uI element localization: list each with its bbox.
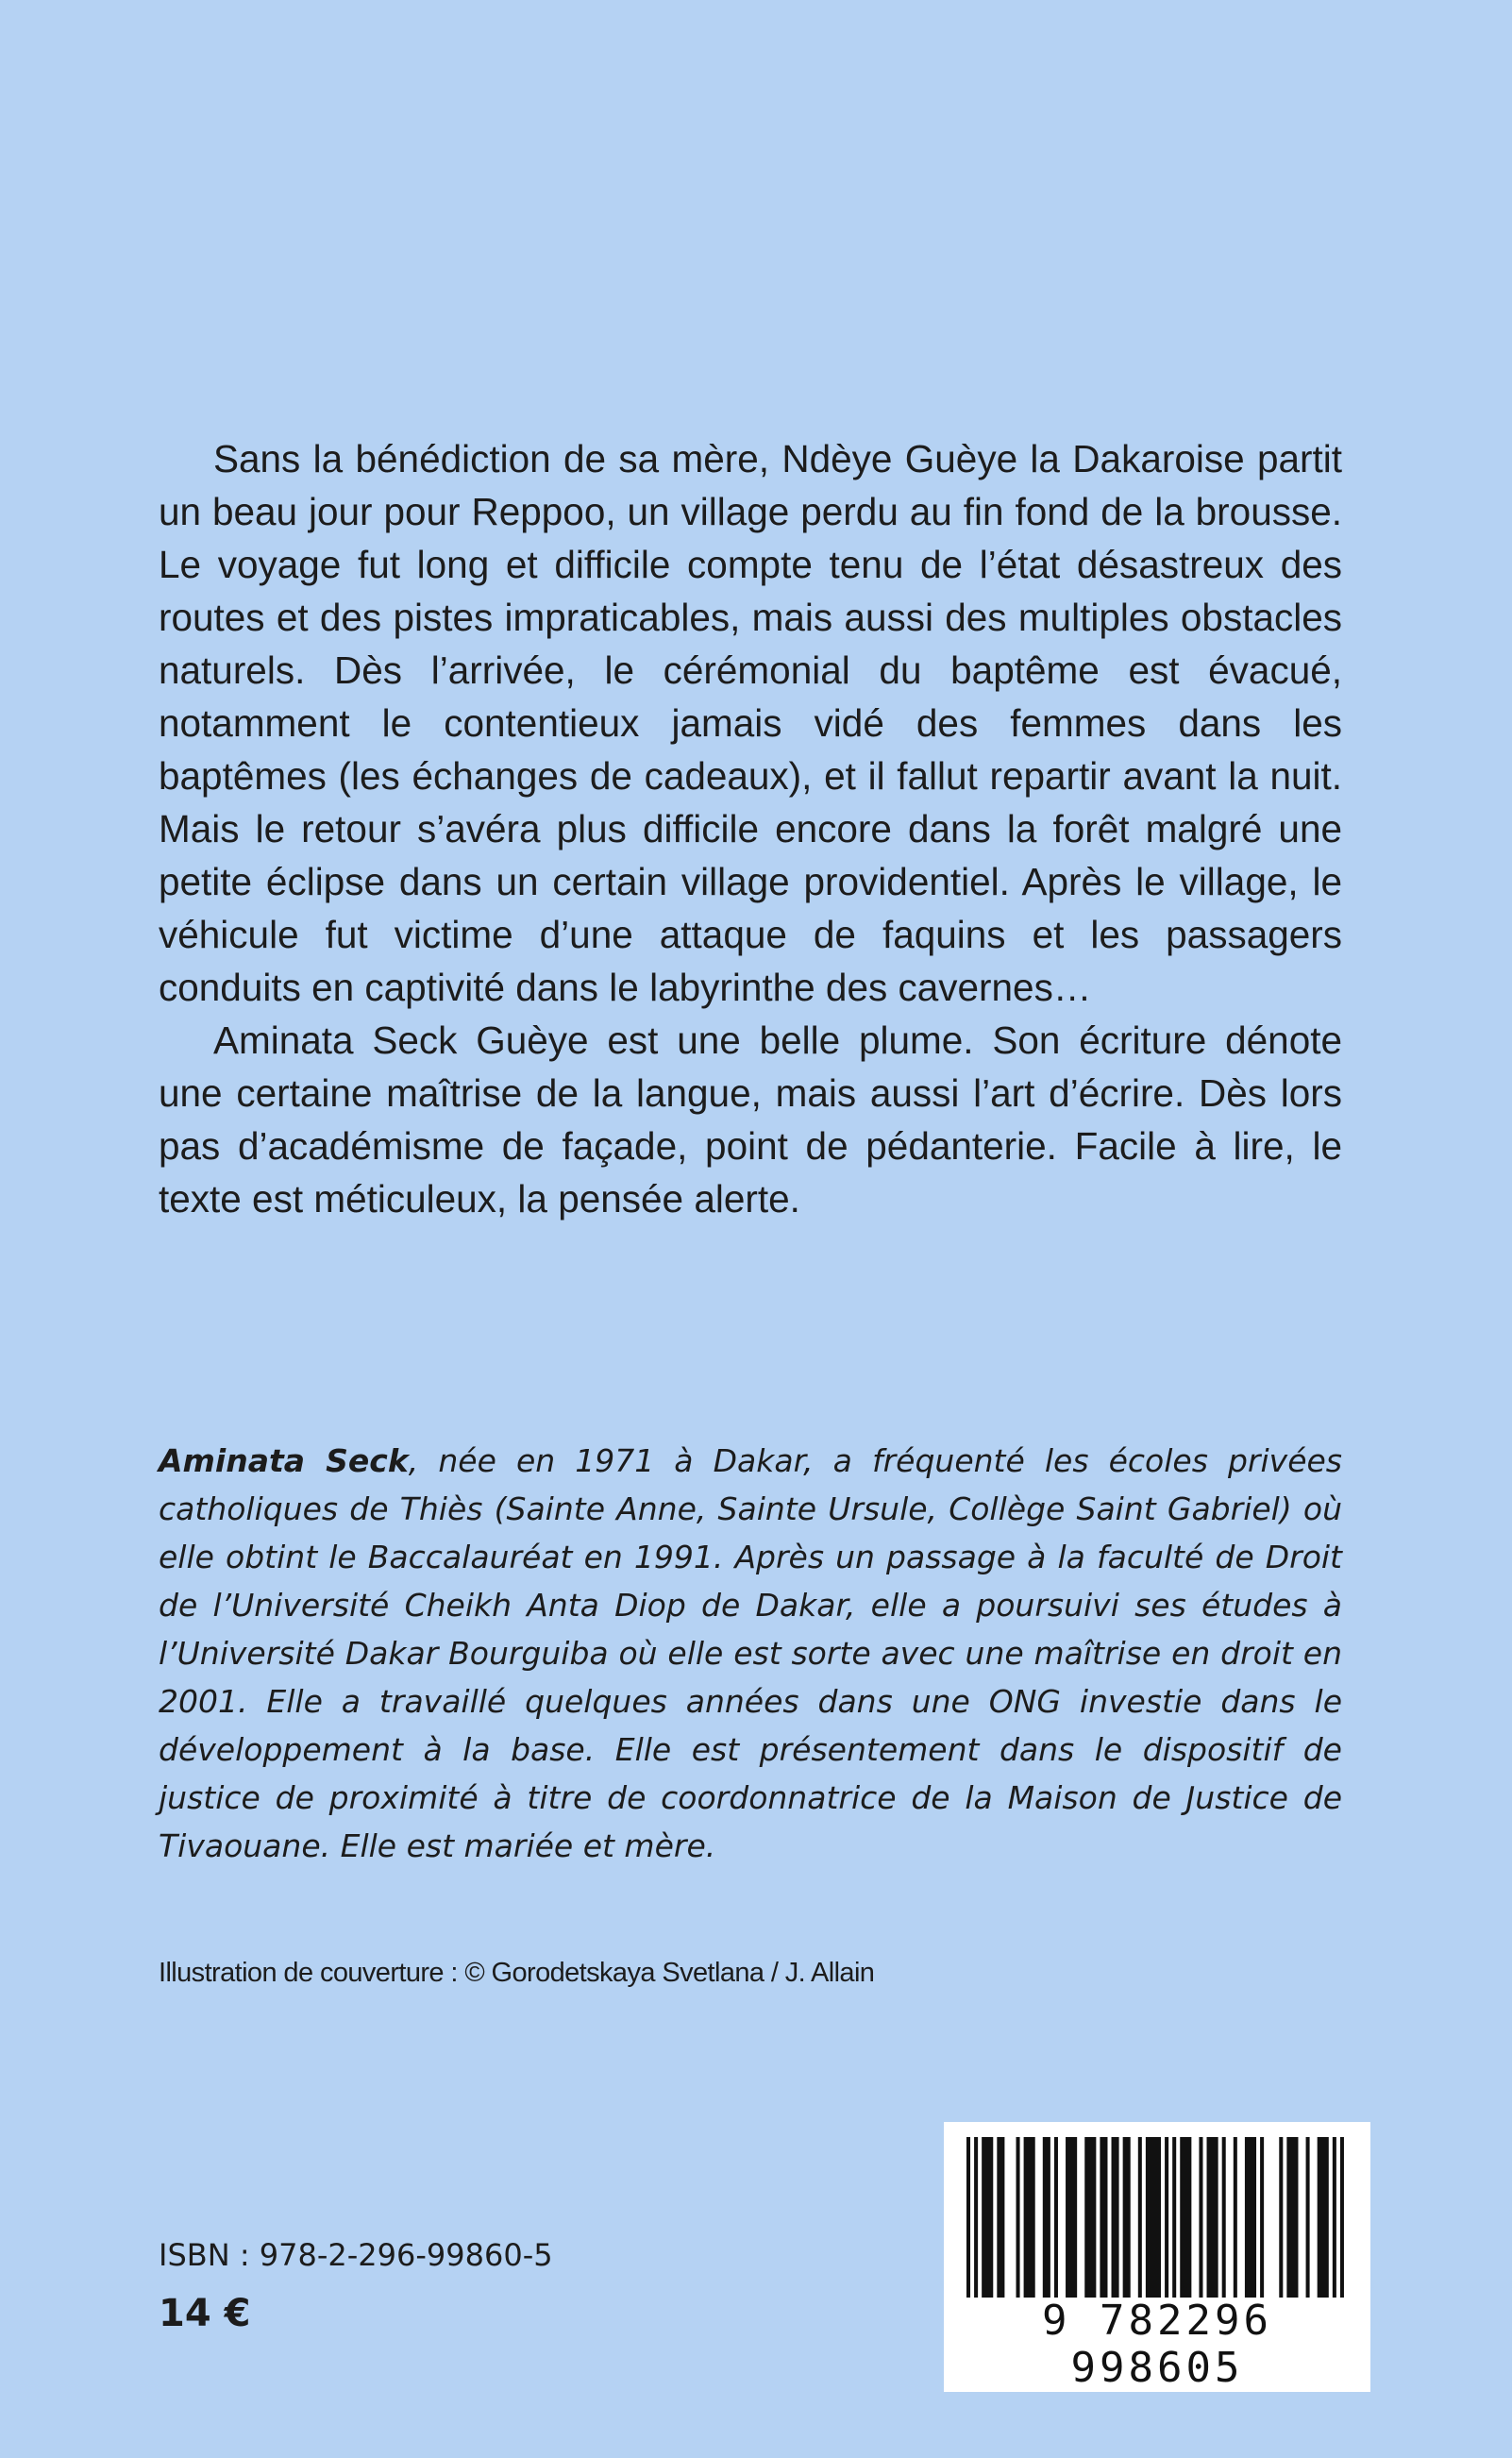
barcode-bar	[1279, 2137, 1283, 2307]
barcode-bar	[1084, 2137, 1096, 2307]
barcode-bar	[1172, 2137, 1176, 2307]
barcode-bar	[1100, 2137, 1107, 2307]
barcode-bar	[1138, 2137, 1142, 2307]
author-name: Aminata Seck	[159, 1442, 409, 1479]
barcode-bar	[1054, 2137, 1058, 2307]
barcode-bar	[1112, 2137, 1119, 2307]
barcode-bar	[1146, 2137, 1161, 2307]
barcode-bar	[974, 2137, 978, 2307]
barcode-bar	[1180, 2137, 1191, 2307]
barcode-bar	[1043, 2137, 1050, 2307]
barcode-bar	[982, 2137, 993, 2307]
barcode-bar	[1024, 2137, 1035, 2307]
isbn: ISBN : 978-2-296-99860-5	[159, 2237, 553, 2273]
barcode-bar	[1207, 2137, 1218, 2307]
author-bio-paragraph	[159, 1437, 1342, 1870]
barcode-bar	[1260, 2137, 1264, 2307]
author-bio	[159, 1437, 1342, 1870]
barcode-bar	[1340, 2137, 1344, 2307]
barcode-bar	[966, 2137, 970, 2307]
barcode-bar	[997, 2137, 1004, 2307]
barcode-bar	[1066, 2137, 1077, 2307]
barcode-bar	[1165, 2137, 1168, 2307]
summary-paragraph-1: Sans la bénédiction de sa mère, Ndèye Guèye la Dakaroise partit un beau jour pour Reppoo, un village perdu au fin fond de la brousse. Le voyage fut long et difficile compte tenu de l’état désastreux des routes et des pistes impraticables, mais aussi des multiples obstacles naturels. Dès l’arrivée, le cérémonial du baptême est évacué, notamment le contentieux jamais vidé des femmes dans les baptêmes (les échanges de cadeaux), et il fallut repartir avant la nuit. Mais le retour s’avéra plus difficile encore dans la forêt malgré une petite éclipse dans un certain village providentiel. Après le village, le véhicule fut victime d’une attaque de faquins et les passagers conduits en captivité dans le labyrinthe des cavernes…	[159, 437, 1342, 1009]
barcode-bar	[1234, 2137, 1237, 2307]
barcode-bar	[1016, 2137, 1020, 2307]
barcode-bar	[1245, 2137, 1256, 2307]
summary-paragraph-2: Aminata Seck Guèye est une belle plume. Son écriture dénote une certaine maîtrise de la langue, mais aussi l’art d’écrire. Dès lors pas d’académisme de façade, point de pédanterie. Facile à lire, le texte est méticuleux, la pensée alerte.	[159, 1019, 1342, 1221]
barcode-bar	[1123, 2137, 1131, 2307]
price: 14 €	[159, 2292, 251, 2335]
barcode-bar	[1306, 2137, 1310, 2307]
barcode-bar	[1318, 2137, 1329, 2307]
barcode	[944, 2122, 1370, 2392]
barcode-bar	[1286, 2137, 1298, 2307]
barcode-bar	[1333, 2137, 1336, 2307]
barcode-bar	[1199, 2137, 1202, 2307]
barcode-bar	[1222, 2137, 1226, 2307]
back-cover-summary	[159, 432, 1342, 1225]
author-bio-text: , née en 1971 à Dakar, a fréquenté les écoles privées catholiques de Thiès (Sainte Anne, Sainte Ursule, Collège Saint Gabriel) où elle obtint le Baccalauréat en 1991. Après un passage à la faculté de Droit de l’Université Cheikh Anta Diop de Dakar, elle a poursuivi ses études à l’Université Dakar Bourguiba où elle est sorte avec une maîtrise en droit en 2001. Elle a travaillé quelques années dans une ONG investie dans le développement à la base. Elle est présentement dans le dispositif de justice de proximité à titre de coordonnatrice de la Maison de Justice de Tivaouane. Elle est mariée et mère.	[159, 1442, 1342, 1864]
barcode-number: 9 782296 998605	[944, 2298, 1370, 2392]
illustration-credit: Illustration de couverture : © Gorodetskaya Svetlana / J. Allain	[159, 1958, 875, 1988]
